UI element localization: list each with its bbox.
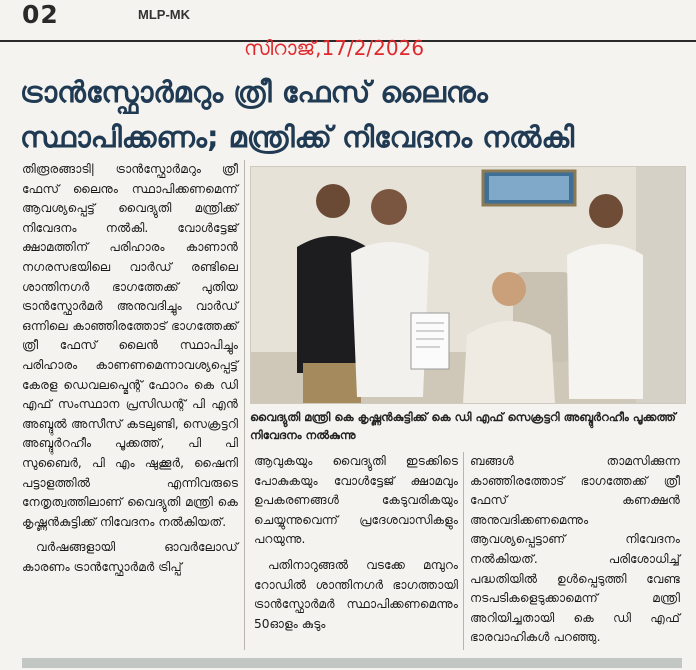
- edition-label: MLP-MK: [138, 7, 190, 22]
- article-paragraph: തിരൂരങ്ങാടി| ട്രാൻസ്ഫോർമറും ത്രീ ഫേസ് ലൈനും സ്ഥാപിക്കണമെന്ന് ആവശ്യപ്പെട്ട് വൈദ്യുതി മന്ത്രിക്ക് നിവേദനം നൽകി. വോൾട്ടേജ് ക്ഷാമത്തിന് പരിഹാരം കാണാൻ നഗരസഭയിലെ വാർഡ് രണ്ടിലെ ശാന്തിനഗർ ഭാഗത്തേക്ക് പുതിയ ട്രാൻസ്ഫോർമർ അനുവദിച്ചും വാർഡ് ഒന്നിലെ കാഞ്ഞിരത്തോട് ഭാഗത്തേക്ക് ത്രീ ഫേസ് ലൈൻ സ്ഥാപിച്ചും പരിഹാരം കാണണമെന്നാവശ്യപ്പെട്ട് കേരള ഡെവലപ്മെന്റ് ഫോറം കെ ഡി എഫ് സംസ്ഥാന പ്രസിഡന്റ് പി എൻ അബ്ദുൽ അസീസ് കടലുണ്ടി, സെക്രട്ടറി അബ്ദുർറഹീം പൂക്കത്ത്, പി പി സുബൈർ, പി എം ഷുക്കൂർ, ഷൈനി പട്ടാളത്തിൽ എന്നിവരുടെ നേതൃത്വത്തിലാണ് വൈദ്യുതി മന്ത്രി കെ കൃഷ്ണൻകുട്ടിക്ക് നിവേദനം നൽകിയത്.: [22, 162, 238, 529]
- handwritten-date-note: സിറാജ്,17/2/2026: [244, 36, 425, 60]
- article-column-1: [22, 160, 238, 577]
- article-paragraph: ആവുകയും വൈദ്യുതി ഇടക്കിടെ പോകുകയും വോൾട്ടേജ് ക്ഷാമവും ഉപകരണങ്ങൾ കേടുവരികയും ചെയ്യുന്നുവെന്ന് പ്രദേശവാസികളും പറയുന്നു.: [254, 454, 458, 547]
- column-divider: [244, 160, 245, 650]
- article-paragraph: വർഷങ്ങളായി ഓവർലോഡ് കാരണം ട്രാൻസ്ഫോർമർ ട്രിപ്പ്: [22, 540, 238, 574]
- column-divider: [463, 452, 464, 650]
- news-photo: [250, 166, 686, 404]
- headline-line-1: ട്രാൻസ്ഫോർമറും ത്രീ ഫേസ് ലൈനും: [20, 75, 488, 109]
- photo-caption: വൈദ്യുതി മന്ത്രി കെ കൃഷ്ണൻകുട്ടിക്ക് കെ ഡി എഫ് സെക്രട്ടറി അബ്ദുർറഹീം പൂക്കത്ത് നിവേദനം നൽകുന്നു: [250, 410, 676, 442]
- article-paragraph: പതിനാറുങ്ങൽ വടക്കേ മമ്പുറം റോഡിൽ ശാന്തിനഗർ ഭാഗത്തായി ട്രാൻസ്ഫോർമർ സ്ഥാപിക്കണമെന്നും 50ഓളം കുടും: [254, 557, 458, 631]
- article-column-2: [254, 452, 458, 634]
- article-column-3: [470, 452, 680, 648]
- headline-line-2: സ്ഥാപിക്കണം; മന്ത്രിക്ക് നിവേദനം നൽകി: [20, 120, 575, 154]
- page-number: 02: [22, 0, 59, 29]
- page-bottom-band: [22, 658, 682, 668]
- headline: [20, 70, 690, 160]
- article-paragraph: ബങ്ങൾ താമസിക്കുന്ന കാഞ്ഞിരത്തോട് ഭാഗത്തേക്ക് ത്രീ ഫേസ് കണക്ഷൻ അനുവദിക്കണമെന്നും ആവശ്യപ്പെട്ടാണ് നിവേദനം നൽകിയത്. പരിശോധിച്ച് പദ്ധതിയിൽ ഉൾപ്പെടുത്തി വേണ്ട നടപടികളെടുക്കാമെന്ന് മന്ത്രി അറിയിച്ചതായി കെ ഡി എഫ് ഭാരവാഹികൾ പറഞ്ഞു.: [470, 454, 680, 645]
- photo-illustration: [251, 167, 685, 403]
